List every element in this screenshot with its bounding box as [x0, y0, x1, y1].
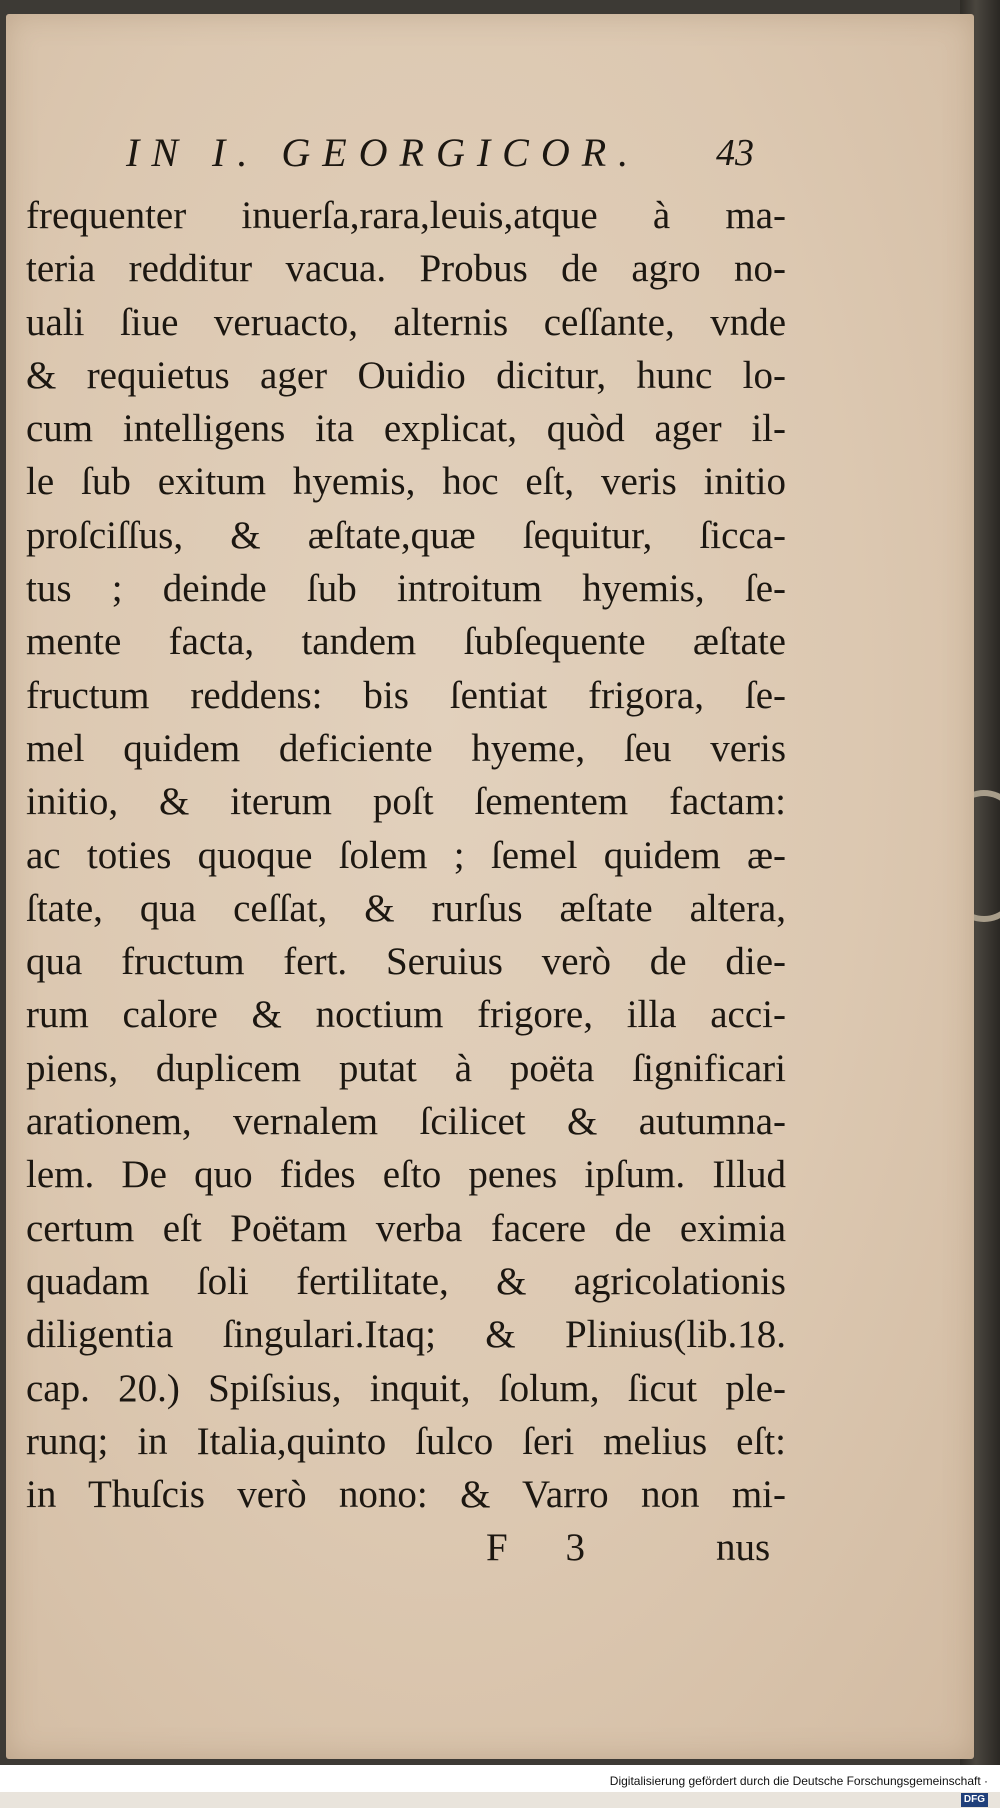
page-number: 43	[716, 132, 754, 174]
running-head	[26, 129, 786, 189]
page-footer	[26, 1525, 786, 1575]
text-line: rum calore & noctium frigore, illa acci-	[26, 993, 786, 1037]
text-line: ſtate, qua ceſſat, & rurſus æſtate altera,	[26, 886, 786, 930]
text-line: mente facta, tandem ſubſequente æſtate	[26, 620, 786, 664]
text-line: fructum reddens: bis ſentiat frigora, ſe-	[26, 673, 786, 717]
text-line: & requietus ager Ouidio dicitur, hunc lo-	[26, 353, 786, 397]
text-line: piens, duplicem putat à poëta ſignificari	[26, 1046, 786, 1090]
text-line: initio, & iterum poſt ſementem factam:	[26, 780, 786, 824]
text-line: cap. 20.) Spiſsius, inquit, ſolum, ſicut ple-	[26, 1366, 786, 1410]
text-line: le ſub exitum hyemis, hoc eſt, veris initio	[26, 460, 786, 504]
text-line: runq; in Italia,quinto ſulco ſeri melius eſt:	[26, 1419, 786, 1463]
text-line: proſciſſus, & æſtate,quæ ſequitur, ſicca-	[26, 513, 786, 557]
page-content	[26, 129, 786, 1575]
text-line: tus ; deinde ſub introitum hyemis, ſe-	[26, 567, 786, 611]
text-line: cum intelligens ita explicat, quòd ager il-	[26, 407, 786, 451]
text-line: diligentia ſingulari.Itaq; & Plinius(lib.18.	[26, 1313, 786, 1357]
text-line: quadam ſoli fertilitate, & agricolationis	[26, 1259, 786, 1303]
body-text	[26, 189, 786, 1521]
text-line: uali ſiue veruacto, alternis ceſſante, vnde	[26, 300, 786, 344]
credit-text: Digitalisierung gefördert durch die Deutsche Forschungsgemeinschaft ·	[609, 1774, 988, 1788]
signature-mark: F 3	[486, 1526, 609, 1570]
text-line: qua fructum fert. Seruius verò de die-	[26, 940, 786, 984]
text-line: lem. De quo fides eſto penes ipſum. Illud	[26, 1153, 786, 1197]
text-line: ac toties quoque ſolem ; ſemel quidem æ-	[26, 833, 786, 877]
running-head-title: IN I. GEORGICOR.	[126, 130, 641, 175]
catchword: nus	[716, 1526, 771, 1570]
digitization-credit	[600, 1772, 992, 1805]
book-page	[6, 14, 974, 1759]
text-line: certum eſt Poëtam verba facere de eximia	[26, 1206, 786, 1250]
text-line: mel quidem deficiente hyeme, ſeu veris	[26, 726, 786, 770]
text-line: arationem, vernalem ſcilicet & autumna-	[26, 1100, 786, 1144]
text-line: in Thuſcis verò nono: & Varro non mi-	[26, 1473, 786, 1517]
text-line: teria redditur vacua. Probus de agro no-	[26, 247, 786, 291]
text-line: frequenter inuerſa,rara,leuis,atque à ma-	[26, 194, 786, 237]
dfg-logo-icon: DFG	[961, 1793, 988, 1807]
